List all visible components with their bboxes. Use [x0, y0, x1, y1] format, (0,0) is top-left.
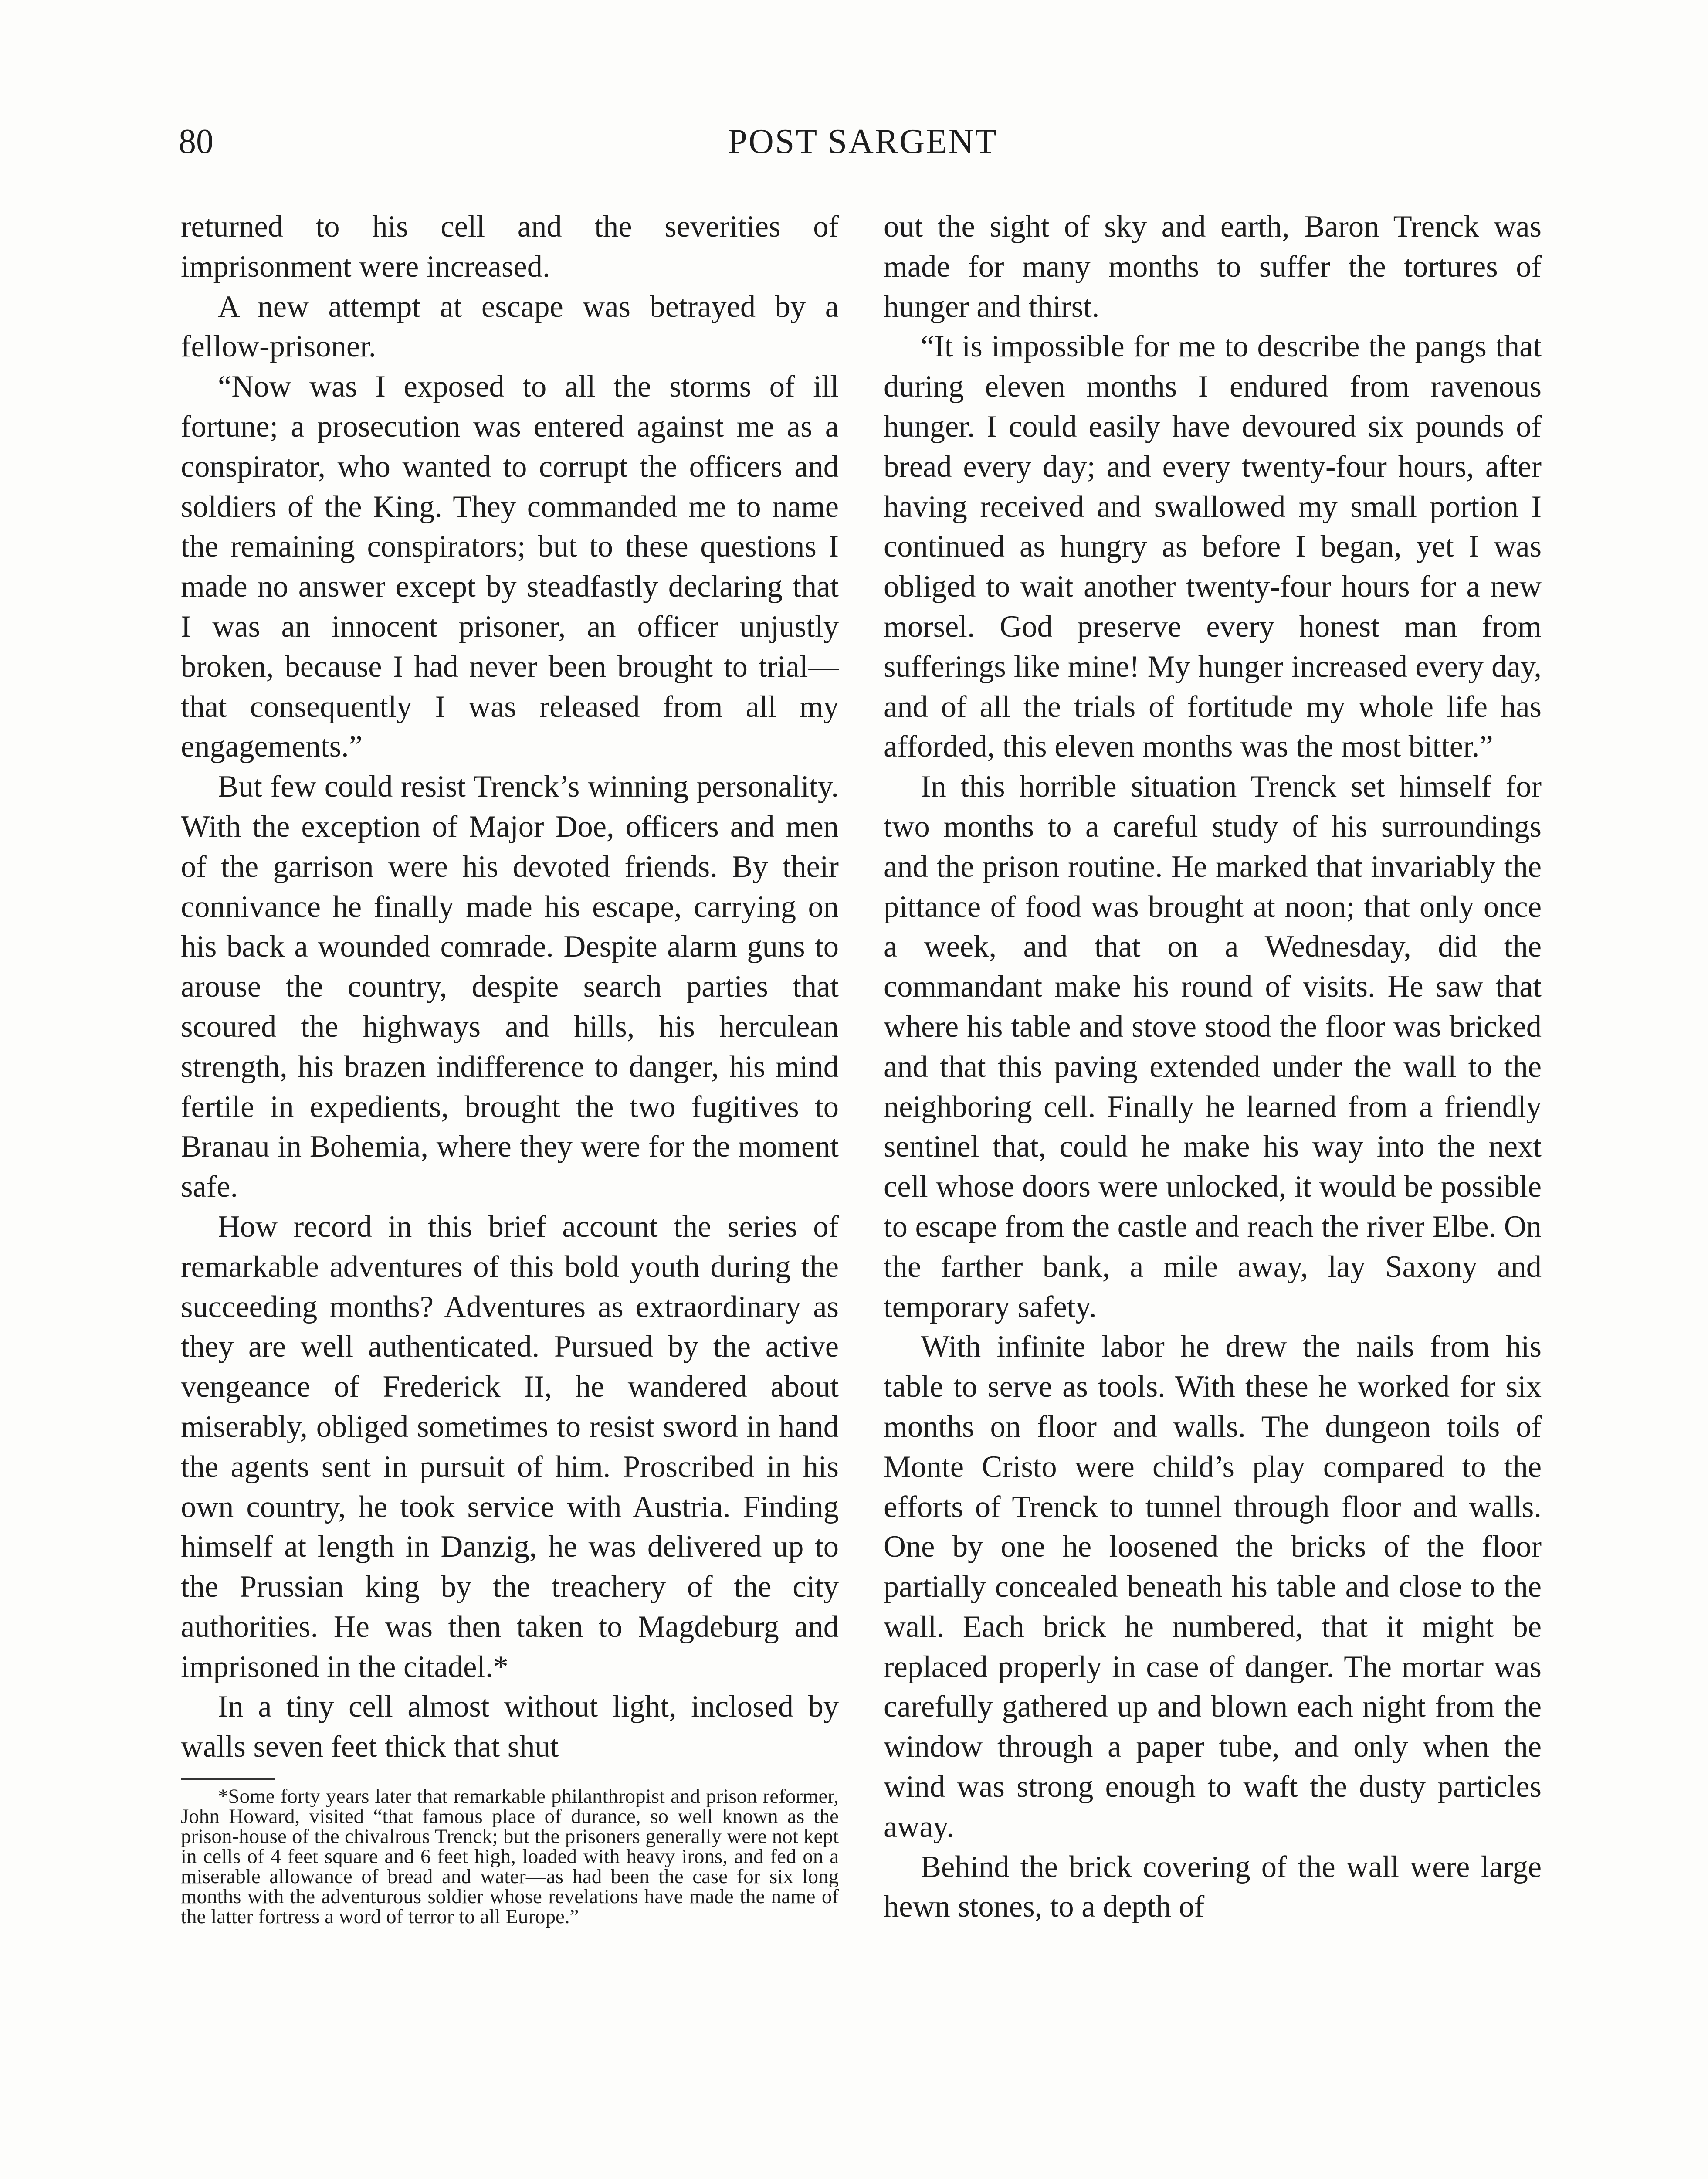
- left-column: [181, 207, 839, 1927]
- footnote-divider: [181, 1778, 274, 1780]
- paragraph: Behind the brick covering of the wall were large hewn stones, to a depth of: [884, 1850, 1542, 1924]
- paragraph: out the sight of sky and earth, Baron Trenck was made for many months to suffer the tortures of hunger and thirst.: [884, 210, 1542, 324]
- paragraph: A new attempt at escape was betrayed by a fellow-prisoner.: [181, 289, 839, 364]
- page-number: 80: [179, 122, 214, 161]
- page-header: [179, 120, 1547, 172]
- running-title: POST SARGENT: [728, 122, 998, 161]
- paragraph: returned to his cell and the severities of imprisonment were increased.: [181, 210, 839, 284]
- paragraph: How record in this brief account the series of remarkable adventures of this bold youth during the succeeding months? Adventures as extraordinary as they are well authenticated. Pursued by the active vengeance of Frederick II, he wandered about miserably, obliged sometimes to resist sword in hand the agents sent in pursuit of him. Proscribed in his own country, he took service with Austria. Finding himself at length in Danzig, he was delivered up to the Prussian king by the treachery of the city authorities. He was then taken to Magdeburg and imprisoned in the citadel.*: [181, 1209, 839, 1684]
- paragraph: “It is impossible for me to describe the pangs that during eleven months I endured from ravenous hunger. I could easily have devoured six pounds of bread every day; and every twenty-four hours, after having received and swallowed my small portion I continued as hungry as before I began, yet I was obliged to wait another twenty-four hours for a new morsel. God preserve every honest man from sufferings like mine! My hunger increased every day, and of all the trials of fortitude my whole life has afforded, this eleven months was the most bitter.”: [884, 329, 1542, 764]
- paragraph: In a tiny cell almost without light, inclosed by walls seven feet thick that shut: [181, 1690, 839, 1764]
- paragraph: With infinite labor he drew the nails from his table to serve as tools. With these he worked for six months on floor and walls. The dungeon toils of Monte Cristo were child’s play compared to the efforts of Trenck to tunnel through floor and walls. One by one he loosened the bricks of the floor partially concealed beneath his table and close to the wall. Each brick he numbered, that it might be replaced properly in case of danger. The mortar was carefully gathered up and blown each night from the window through a paper tube, and only when the wind was strong enough to waft the dusty particles away.: [884, 1330, 1542, 1844]
- paragraph: “Now was I exposed to all the storms of ill fortune; a prosecution was entered against me as a conspirator, who wanted to corrupt the officers and soldiers of the King. They commanded me to name the remaining conspirators; but to these questions I made no answer except by steadfastly declaring that I was an innocent prisoner, an officer unjustly broken, because I had never been brought to trial—that consequently I was released from all my engagements.”: [181, 370, 839, 764]
- footnote: *Some forty years later that remarkable philanthropist and prison reformer, John Howard, visited “that famous place of durance, so well known as the prison-house of the chivalrous Trenck; but the prisoners generally were not kept in cells of 4 feet square and 6 feet high, loaded with heavy irons, and fed on a miserable allowance of bread and water—as had been the case for six long months with the adventurous soldier whose revelations have made the name of the latter fortress a word of terror to all Europe.”: [181, 1785, 839, 1928]
- paragraph: In this horrible situation Trenck set himself for two months to a careful study of his surroundings and the prison routine. He marked that invariably the pittance of food was brought at noon; that only once a week, and that on a Wednesday, did the commandant make his round of visits. He saw that where his table and stove stood the floor was bricked and that this paving extended under the wall to the neighboring cell. Finally he learned from a friendly sentinel that, could he make his way into the next cell whose doors were unlocked, it would be possible to escape from the castle and reach the river Elbe. On the farther bank, a mile away, lay Saxony and temporary safety.: [884, 770, 1542, 1324]
- paragraph: But few could resist Trenck’s winning personality. With the exception of Major Doe, officers and men of the garrison were his devoted friends. By their connivance he finally made his escape, carrying on his back a wounded comrade. Despite alarm guns to arouse the country, despite search parties that scoured the highways and hills, his herculean strength, his brazen indifference to danger, his mind fertile in expedients, brought the two fugitives to Branau in Bohemia, where they were for the moment safe.: [181, 770, 839, 1204]
- right-column: [884, 207, 1542, 1927]
